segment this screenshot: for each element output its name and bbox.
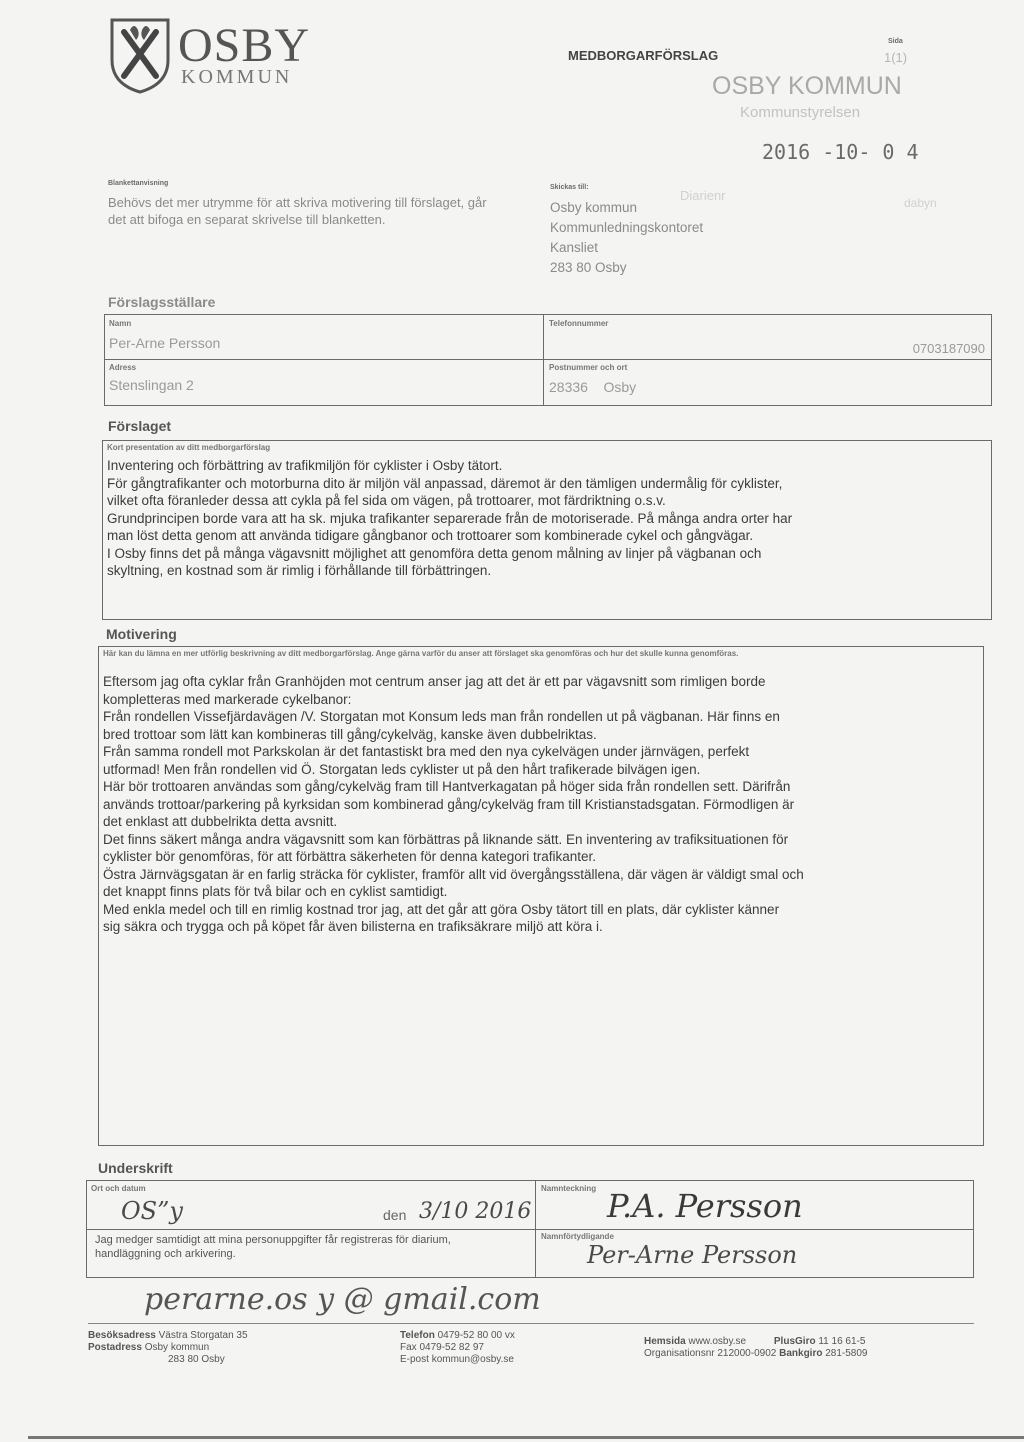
proposal-box (102, 440, 992, 620)
visit-label: Besöksadress (88, 1330, 156, 1341)
motivation-text[interactable] (103, 673, 979, 936)
proposal-field-label: Kort presentation av ditt medborgarförslag (107, 443, 271, 452)
address-field[interactable]: Stenslingan 2 (109, 377, 194, 393)
motivation-box (98, 646, 984, 1146)
date-prefix: den (383, 1207, 407, 1223)
email-value: kommun@osby.se (431, 1354, 514, 1365)
proposal-line: man löst detta genom att använda tidigare gångbanor och trottoarer som kombinerade cykel och gångvägar. (107, 528, 754, 543)
place-field[interactable]: OS”y (121, 1197, 183, 1225)
proposal-line: vilket ofta föranleder dessa att cykla på fel sida om vägen, på trottoarer, mot färdriktning o.s.v. (107, 493, 666, 508)
page-label: Sida (888, 38, 903, 45)
proposer-box (104, 314, 992, 406)
phone-field[interactable]: 0703187090 (912, 341, 985, 356)
proposal-text[interactable] (107, 457, 987, 580)
stamp-dept: Kommunstyrelsen (740, 104, 861, 121)
stamp-date: 2016 -10- 0 4 (762, 140, 919, 164)
motivation-line: Här bör trottoaren användas som gång/cykelväg fram till Hantverkagatan på höger sida från rondellen sett. Därifrån (103, 779, 791, 794)
handwritten-email: perarne.os y @ gmail.com (144, 1282, 541, 1317)
plusgiro-label: PlusGiro (773, 1336, 816, 1347)
plusgiro-value: 11 16 61-5 (818, 1336, 866, 1347)
signature-label: Namnteckning (541, 1184, 597, 1193)
proposal-line: Inventering och förbättring av trafikmiljön för cyklister i Osby tätort. (107, 458, 503, 473)
motivation-line: Östra Järnvägsgatan är en farlig sträcka för cyklister, framför allt vid övergångsställena, där vägen är väldigt smal och (103, 866, 804, 882)
fax-label: Fax (400, 1342, 417, 1353)
motivation-line: används trottoar/parkering på kyrksidan som kombinerad gång/cykelväg fram till Kristianstadsgatan. Förmodligen är (103, 796, 795, 812)
form-title: MEDBORGARFÖRSLAG (568, 48, 719, 63)
email-label: E-post (400, 1354, 429, 1365)
web-value: www.osby.se (688, 1336, 747, 1347)
send-to-line: Osby kommun (550, 200, 638, 215)
web-label: Hemsida (644, 1336, 686, 1347)
municipality-logo (108, 16, 172, 94)
phone-value-footer: 0479-52 80 00 vx (437, 1330, 515, 1341)
post-label: Postadress (88, 1342, 142, 1353)
clarification-field[interactable]: Per-Arne Persson (587, 1241, 798, 1269)
bankgiro-label: Bankgiro (779, 1348, 823, 1359)
motivation-line: sig säkra och trygga och på köpet får även bilisterna en trafiksäkrare miljö att köra i. (103, 919, 603, 934)
fax-value: 0479-52 82 97 (419, 1342, 484, 1353)
proposal-title: Förslaget (108, 418, 172, 434)
phone-label-footer: Telefon (400, 1330, 435, 1341)
footer-org (644, 1336, 868, 1360)
motivation-line: Från samma rondell mot Parkskolan är det fantastiskt bra med den nya cykelvägen under järnvägen, perfekt (103, 744, 750, 759)
motivation-line: cyklister bör genomföras, för att förbättra säkerheten för denna kategori trafikanter. (103, 849, 597, 864)
footer-divider (88, 1323, 974, 1324)
bankgiro-value: 281-5809 (825, 1348, 868, 1359)
post-value-1: Osby kommun (144, 1342, 210, 1353)
footer-address (88, 1330, 248, 1366)
motivation-title: Motivering (106, 626, 177, 642)
motivation-line: det knappt finns plats för två bilar och en cyklist samtidigt. (103, 884, 448, 899)
org-label: Organisationsnr (644, 1348, 715, 1359)
motivation-line: det enklast att dubbelrikta detta avsnitt. (103, 814, 338, 829)
motivation-field-label: Här kan du lämna en mer utförlig beskrivning av ditt medborgarförslag. Ange gärna varför du anser att förslaget ska genomföras och hur det skulle kunna genomföras. (103, 649, 739, 658)
address-label: Adress (109, 363, 137, 372)
stamp-dpl: dabyn (904, 196, 937, 210)
clarification-label: Namnförtydligande (541, 1232, 614, 1241)
instructions-text: Behövs det mer utrymme för att skriva motivering till förslaget, går det att bifoga en separat skrivelse till blanketten. (108, 195, 487, 227)
org-value: 212000-0902 (717, 1348, 777, 1359)
signature-field[interactable]: P.A. Persson (607, 1187, 803, 1225)
proposal-line: Grundprincipen borde vara att ha sk. mjuka trafikanter separerade från de motoriserade. På många andra orter har (107, 510, 793, 526)
motivation-line: utformad! Men från rondellen vid Ö. Storgatan leds cyklister ut på den hårt trafikerade bilvägen igen. (103, 761, 701, 777)
logo-name: OSBY (178, 19, 311, 72)
motivation-line: bred trottoar som lätt kan kombineras till gång/cykelväg, kanske även dubbelriktas. (103, 726, 597, 742)
send-to-line: Kansliet (550, 240, 599, 255)
signature-box (86, 1180, 974, 1278)
phone-label: Telefonnummer (549, 319, 609, 328)
visit-value: Västra Storgatan 35 (158, 1330, 248, 1341)
proposer-title: Förslagsställare (108, 294, 216, 310)
place-date-label: Ort och datum (91, 1184, 146, 1193)
bottom-edge (28, 1436, 1024, 1439)
post-value-2: 283 80 Osby (168, 1354, 225, 1365)
signature-title: Underskrift (98, 1160, 173, 1176)
postal-label: Postnummer och ort (549, 363, 628, 372)
date-field[interactable]: 3/10 2016 (419, 1199, 532, 1224)
send-to-label: Skickas till: (550, 184, 589, 191)
motivation-line: Eftersom jag ofta cyklar från Granhöjden mot centrum anser jag att det är ett par vägavsnitt som rimligen borde (103, 674, 766, 689)
proposal-line: I Osby finns det på många vägavsnitt möjlighet att genomföra detta genom målning av linjer på vägbanan och (107, 545, 762, 561)
stamp-diarienr: Diarienr (680, 188, 726, 203)
motivation-line: Med enkla medel och till en rimlig kostnad tror jag, att det går att göra Osby tätort till en plats, där cyklister känner (103, 901, 780, 917)
motivation-line: Från rondellen Vissefjärdavägen /V. Storgatan mot Konsum leds man från rondellen ut på vägbanan. Här finns en (103, 709, 780, 724)
instructions-label: Blankettanvisning (108, 180, 169, 187)
name-label: Namn (109, 319, 132, 328)
name-field[interactable]: Per-Arne Persson (109, 335, 221, 351)
stamp-org: OSBY KOMMUN (712, 72, 902, 100)
logo-sub: KOMMUN (181, 66, 293, 88)
send-to-line: Kommunledningskontoret (550, 220, 704, 235)
postal-field[interactable]: 28336 Osby (549, 379, 637, 395)
footer-contact (400, 1330, 515, 1366)
consent-text: Jag medger samtidigt att mina personuppgifter får registreras för diarium, handläggning och arkivering. (95, 1234, 451, 1260)
send-to-line: 283 80 Osby (550, 260, 627, 275)
send-to-address (550, 198, 703, 278)
proposal-line: För gångtrafikanter och motorburna dito är miljön väl anpassad, däremot är den tämligen undermålig för cyklister, (107, 475, 783, 491)
proposal-line: skyltning, en kostnad som är rimlig i förhållande till förbättringen. (107, 563, 492, 578)
motivation-line: kompletteras med markerade cykelbanor: (103, 691, 352, 707)
page-value: 1(1) (884, 50, 908, 65)
motivation-line: Det finns säkert många andra vägavsnitt som kan förbättras på liknande sätt. En inventering av trafiksituationen för (103, 831, 789, 847)
coat-of-arms-icon (108, 16, 172, 94)
